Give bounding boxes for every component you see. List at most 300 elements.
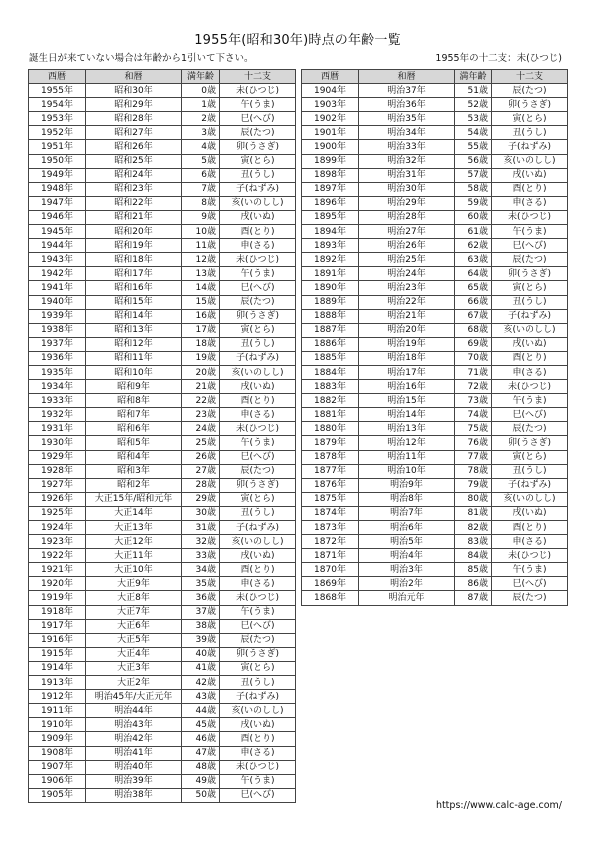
- table-row: [29, 84, 296, 98]
- table-row: [302, 126, 568, 140]
- zodiac-cell: 子(ねずみ): [220, 690, 296, 704]
- western-year-cell: 1929年: [29, 450, 86, 464]
- zodiac-cell: 辰(たつ): [492, 422, 568, 436]
- zodiac-cell: 午(うま): [220, 267, 296, 281]
- japanese-era-cell: 昭和2年: [86, 478, 182, 492]
- western-year-cell: 1904年: [302, 84, 359, 98]
- zodiac-cell: 子(ねずみ): [220, 351, 296, 365]
- zodiac-cell: 丑(うし): [492, 464, 568, 478]
- japanese-era-cell: 明治38年: [86, 788, 182, 802]
- zodiac-cell: 午(うま): [492, 563, 568, 577]
- zodiac-cell: 巳(へび): [492, 577, 568, 591]
- age-cell: 70歳: [455, 351, 492, 365]
- western-year-cell: 1941年: [29, 281, 86, 295]
- zodiac-cell: 寅(とら): [492, 281, 568, 295]
- zodiac-cell: 酉(とり): [220, 732, 296, 746]
- japanese-era-cell: 昭和9年: [86, 380, 182, 394]
- header-japanese-era: 和暦: [86, 70, 182, 84]
- zodiac-cell: 辰(たつ): [220, 126, 296, 140]
- western-year-cell: 1908年: [29, 746, 86, 760]
- age-table-left: [28, 69, 296, 803]
- table-row: [302, 478, 568, 492]
- western-year-cell: 1930年: [29, 436, 86, 450]
- zodiac-cell: 午(うま): [492, 394, 568, 408]
- western-year-cell: 1897年: [302, 182, 359, 196]
- western-year-cell: 1879年: [302, 436, 359, 450]
- japanese-era-cell: 大正12年: [86, 535, 182, 549]
- table-row: [29, 605, 296, 619]
- japanese-era-cell: 明治22年: [359, 295, 455, 309]
- age-cell: 23歳: [182, 408, 220, 422]
- japanese-era-cell: 昭和15年: [86, 295, 182, 309]
- age-cell: 42歳: [182, 676, 220, 690]
- table-row: [29, 521, 296, 535]
- zodiac-cell: 未(ひつじ): [220, 253, 296, 267]
- table-body-left: [29, 84, 296, 803]
- western-year-cell: 1954年: [29, 98, 86, 112]
- table-row: [29, 267, 296, 281]
- japanese-era-cell: 昭和13年: [86, 323, 182, 337]
- zodiac-cell: 丑(うし): [492, 295, 568, 309]
- western-year-cell: 1925年: [29, 506, 86, 520]
- zodiac-cell: 辰(たつ): [220, 464, 296, 478]
- western-year-cell: 1886年: [302, 337, 359, 351]
- site-url: https://www.calc-age.com/: [435, 800, 562, 811]
- japanese-era-cell: 明治元年: [359, 591, 455, 605]
- age-cell: 55歳: [455, 140, 492, 154]
- western-year-cell: 1891年: [302, 267, 359, 281]
- table-row: [302, 450, 568, 464]
- japanese-era-cell: 昭和10年: [86, 365, 182, 379]
- zodiac-cell: 卯(うさぎ): [492, 98, 568, 112]
- age-cell: 72歳: [455, 380, 492, 394]
- table-row: [29, 577, 296, 591]
- age-cell: 29歳: [182, 492, 220, 506]
- western-year-cell: 1914年: [29, 661, 86, 675]
- table-row: [29, 182, 296, 196]
- zodiac-cell: 酉(とり): [492, 182, 568, 196]
- table-row: [29, 239, 296, 253]
- zodiac-cell: 卯(うさぎ): [220, 309, 296, 323]
- age-cell: 22歳: [182, 394, 220, 408]
- japanese-era-cell: 大正3年: [86, 661, 182, 675]
- zodiac-cell: 卯(うさぎ): [220, 140, 296, 154]
- table-row: [302, 394, 568, 408]
- table-row: [29, 394, 296, 408]
- age-cell: 48歳: [182, 760, 220, 774]
- table-row: [29, 718, 296, 732]
- zodiac-cell: 寅(とら): [220, 661, 296, 675]
- zodiac-cell: 寅(とら): [492, 450, 568, 464]
- table-row: [302, 154, 568, 168]
- western-year-cell: 1873年: [302, 521, 359, 535]
- western-year-cell: 1883年: [302, 380, 359, 394]
- age-cell: 56歳: [455, 154, 492, 168]
- age-cell: 3歳: [182, 126, 220, 140]
- japanese-era-cell: 明治7年: [359, 506, 455, 520]
- age-cell: 64歳: [455, 267, 492, 281]
- header-zodiac: 十二支: [220, 70, 296, 84]
- age-cell: 30歳: [182, 506, 220, 520]
- table-row: [302, 295, 568, 309]
- zodiac-cell: 酉(とり): [220, 563, 296, 577]
- zodiac-cell: 酉(とり): [220, 225, 296, 239]
- age-cell: 18歳: [182, 337, 220, 351]
- zodiac-cell: 申(さる): [220, 577, 296, 591]
- western-year-cell: 1947年: [29, 196, 86, 210]
- zodiac-cell: 未(ひつじ): [220, 591, 296, 605]
- western-year-cell: 1938年: [29, 323, 86, 337]
- zodiac-cell: 午(うま): [220, 98, 296, 112]
- age-cell: 28歳: [182, 478, 220, 492]
- zodiac-cell: 戌(いぬ): [492, 506, 568, 520]
- zodiac-cell: 巳(へび): [492, 408, 568, 422]
- zodiac-cell: 戌(いぬ): [220, 549, 296, 563]
- western-year-cell: 1869年: [302, 577, 359, 591]
- table-row: [302, 168, 568, 182]
- age-cell: 78歳: [455, 464, 492, 478]
- age-cell: 47歳: [182, 746, 220, 760]
- japanese-era-cell: 昭和7年: [86, 408, 182, 422]
- table-row: [29, 506, 296, 520]
- japanese-era-cell: 明治15年: [359, 394, 455, 408]
- age-cell: 21歳: [182, 380, 220, 394]
- japanese-era-cell: 明治25年: [359, 253, 455, 267]
- western-year-cell: 1928年: [29, 464, 86, 478]
- japanese-era-cell: 大正11年: [86, 549, 182, 563]
- table-row: [302, 563, 568, 577]
- table-row: [29, 704, 296, 718]
- zodiac-cell: 未(ひつじ): [492, 380, 568, 394]
- age-cell: 34歳: [182, 563, 220, 577]
- western-year-cell: 1888年: [302, 309, 359, 323]
- japanese-era-cell: 明治29年: [359, 196, 455, 210]
- table-row: [29, 309, 296, 323]
- western-year-cell: 1876年: [302, 478, 359, 492]
- western-year-cell: 1939年: [29, 309, 86, 323]
- zodiac-cell: 卯(うさぎ): [492, 267, 568, 281]
- western-year-cell: 1900年: [302, 140, 359, 154]
- western-year-cell: 1918年: [29, 605, 86, 619]
- zodiac-cell: 卯(うさぎ): [220, 647, 296, 661]
- zodiac-cell: 未(ひつじ): [492, 210, 568, 224]
- zodiac-cell: 亥(いのしし): [492, 492, 568, 506]
- western-year-cell: 1874年: [302, 506, 359, 520]
- age-cell: 86歳: [455, 577, 492, 591]
- age-cell: 24歳: [182, 422, 220, 436]
- age-cell: 20歳: [182, 365, 220, 379]
- table-row: [302, 365, 568, 379]
- zodiac-cell: 寅(とら): [220, 323, 296, 337]
- western-year-cell: 1880年: [302, 422, 359, 436]
- japanese-era-cell: 明治28年: [359, 210, 455, 224]
- western-year-cell: 1892年: [302, 253, 359, 267]
- age-cell: 51歳: [455, 84, 492, 98]
- zodiac-cell: 亥(いのしし): [220, 704, 296, 718]
- age-cell: 61歳: [455, 225, 492, 239]
- age-cell: 1歳: [182, 98, 220, 112]
- age-cell: 49歳: [182, 774, 220, 788]
- zodiac-cell: 辰(たつ): [492, 253, 568, 267]
- table-row: [29, 98, 296, 112]
- table-row: [302, 267, 568, 281]
- table-row: [29, 196, 296, 210]
- zodiac-cell: 亥(いのしし): [220, 196, 296, 210]
- zodiac-cell: 子(ねずみ): [492, 140, 568, 154]
- age-cell: 7歳: [182, 182, 220, 196]
- western-year-cell: 1935年: [29, 365, 86, 379]
- age-cell: 2歳: [182, 112, 220, 126]
- age-cell: 54歳: [455, 126, 492, 140]
- western-year-cell: 1868年: [302, 591, 359, 605]
- age-cell: 16歳: [182, 309, 220, 323]
- western-year-cell: 1916年: [29, 633, 86, 647]
- age-cell: 44歳: [182, 704, 220, 718]
- table-row: [302, 98, 568, 112]
- age-cell: 63歳: [455, 253, 492, 267]
- japanese-era-cell: 昭和19年: [86, 239, 182, 253]
- japanese-era-cell: 明治35年: [359, 112, 455, 126]
- age-cell: 66歳: [455, 295, 492, 309]
- japanese-era-cell: 明治17年: [359, 365, 455, 379]
- header-age: 満年齢: [182, 70, 220, 84]
- age-cell: 52歳: [455, 98, 492, 112]
- western-year-cell: 1885年: [302, 351, 359, 365]
- table-header-row: [302, 70, 568, 84]
- table-row: [302, 521, 568, 535]
- age-cell: 50歳: [182, 788, 220, 802]
- age-cell: 40歳: [182, 647, 220, 661]
- age-cell: 43歳: [182, 690, 220, 704]
- table-row: [302, 84, 568, 98]
- zodiac-cell: 申(さる): [220, 408, 296, 422]
- western-year-cell: 1872年: [302, 535, 359, 549]
- table-row: [302, 140, 568, 154]
- age-cell: 36歳: [182, 591, 220, 605]
- japanese-era-cell: 明治42年: [86, 732, 182, 746]
- western-year-cell: 1942年: [29, 267, 86, 281]
- age-cell: 5歳: [182, 154, 220, 168]
- age-cell: 4歳: [182, 140, 220, 154]
- western-year-cell: 1921年: [29, 563, 86, 577]
- age-cell: 87歳: [455, 591, 492, 605]
- western-year-cell: 1936年: [29, 351, 86, 365]
- western-year-cell: 1898年: [302, 168, 359, 182]
- japanese-era-cell: 大正10年: [86, 563, 182, 577]
- table-row: [29, 253, 296, 267]
- western-year-cell: 1877年: [302, 464, 359, 478]
- table-row: [302, 591, 568, 605]
- age-cell: 0歳: [182, 84, 220, 98]
- western-year-cell: 1950年: [29, 154, 86, 168]
- western-year-cell: 1932年: [29, 408, 86, 422]
- birthday-note: 誕生日が来ていない場合は年齢から1引いて下さい。: [29, 53, 254, 64]
- age-cell: 84歳: [455, 549, 492, 563]
- table-row: [29, 760, 296, 774]
- zodiac-cell: 丑(うし): [220, 337, 296, 351]
- zodiac-of-year: 1955年の十二支：未(ひつじ): [435, 53, 562, 64]
- japanese-era-cell: 昭和23年: [86, 182, 182, 196]
- zodiac-cell: 申(さる): [492, 196, 568, 210]
- western-year-cell: 1927年: [29, 478, 86, 492]
- zodiac-cell: 戌(いぬ): [492, 168, 568, 182]
- zodiac-cell: 寅(とら): [492, 112, 568, 126]
- age-cell: 10歳: [182, 225, 220, 239]
- zodiac-cell: 亥(いのしし): [220, 365, 296, 379]
- table-row: [29, 591, 296, 605]
- western-year-cell: 1934年: [29, 380, 86, 394]
- japanese-era-cell: 明治21年: [359, 309, 455, 323]
- western-year-cell: 1952年: [29, 126, 86, 140]
- western-year-cell: 1923年: [29, 535, 86, 549]
- zodiac-cell: 子(ねずみ): [492, 309, 568, 323]
- table-row: [29, 690, 296, 704]
- western-year-cell: 1910年: [29, 718, 86, 732]
- western-year-cell: 1901年: [302, 126, 359, 140]
- japanese-era-cell: 大正6年: [86, 619, 182, 633]
- age-cell: 32歳: [182, 535, 220, 549]
- zodiac-cell: 未(ひつじ): [220, 422, 296, 436]
- zodiac-cell: 卯(うさぎ): [220, 478, 296, 492]
- japanese-era-cell: 明治18年: [359, 351, 455, 365]
- table-row: [29, 168, 296, 182]
- japanese-era-cell: 明治31年: [359, 168, 455, 182]
- japanese-era-cell: 昭和12年: [86, 337, 182, 351]
- age-cell: 11歳: [182, 239, 220, 253]
- japanese-era-cell: 昭和22年: [86, 196, 182, 210]
- japanese-era-cell: 明治45年/大正元年: [86, 690, 182, 704]
- age-cell: 27歳: [182, 464, 220, 478]
- age-cell: 81歳: [455, 506, 492, 520]
- japanese-era-cell: 明治5年: [359, 535, 455, 549]
- japanese-era-cell: 明治20年: [359, 323, 455, 337]
- japanese-era-cell: 明治41年: [86, 746, 182, 760]
- age-cell: 68歳: [455, 323, 492, 337]
- western-year-cell: 1893年: [302, 239, 359, 253]
- japanese-era-cell: 昭和21年: [86, 210, 182, 224]
- table-row: [29, 365, 296, 379]
- table-row: [302, 309, 568, 323]
- japanese-era-cell: 昭和3年: [86, 464, 182, 478]
- age-cell: 8歳: [182, 196, 220, 210]
- table-row: [302, 464, 568, 478]
- age-cell: 74歳: [455, 408, 492, 422]
- age-cell: 25歳: [182, 436, 220, 450]
- table-row: [29, 774, 296, 788]
- western-year-cell: 1878年: [302, 450, 359, 464]
- zodiac-cell: 丑(うし): [220, 506, 296, 520]
- zodiac-cell: 未(ひつじ): [220, 760, 296, 774]
- age-cell: 79歳: [455, 478, 492, 492]
- western-year-cell: 1943年: [29, 253, 86, 267]
- table-row: [29, 408, 296, 422]
- western-year-cell: 1881年: [302, 408, 359, 422]
- japanese-era-cell: 昭和29年: [86, 98, 182, 112]
- western-year-cell: 1926年: [29, 492, 86, 506]
- age-cell: 13歳: [182, 267, 220, 281]
- header-japanese-era: 和暦: [359, 70, 455, 84]
- japanese-era-cell: 明治6年: [359, 521, 455, 535]
- table-row: [29, 210, 296, 224]
- japanese-era-cell: 昭和4年: [86, 450, 182, 464]
- table-row: [302, 239, 568, 253]
- western-year-cell: 1903年: [302, 98, 359, 112]
- table-row: [29, 450, 296, 464]
- japanese-era-cell: 昭和16年: [86, 281, 182, 295]
- western-year-cell: 1951年: [29, 140, 86, 154]
- western-year-cell: 1948年: [29, 182, 86, 196]
- table-row: [302, 253, 568, 267]
- western-year-cell: 1870年: [302, 563, 359, 577]
- table-row: [302, 380, 568, 394]
- age-cell: 41歳: [182, 661, 220, 675]
- japanese-era-cell: 明治26年: [359, 239, 455, 253]
- japanese-era-cell: 大正7年: [86, 605, 182, 619]
- age-cell: 82歳: [455, 521, 492, 535]
- japanese-era-cell: 昭和28年: [86, 112, 182, 126]
- japanese-era-cell: 明治9年: [359, 478, 455, 492]
- japanese-era-cell: 昭和26年: [86, 140, 182, 154]
- table-row: [29, 661, 296, 675]
- japanese-era-cell: 明治32年: [359, 154, 455, 168]
- table-row: [302, 182, 568, 196]
- japanese-era-cell: 昭和18年: [86, 253, 182, 267]
- zodiac-cell: 申(さる): [220, 746, 296, 760]
- zodiac-cell: 亥(いのしし): [492, 154, 568, 168]
- japanese-era-cell: 明治11年: [359, 450, 455, 464]
- age-cell: 83歳: [455, 535, 492, 549]
- western-year-cell: 1937年: [29, 337, 86, 351]
- western-year-cell: 1949年: [29, 168, 86, 182]
- japanese-era-cell: 明治4年: [359, 549, 455, 563]
- age-cell: 6歳: [182, 168, 220, 182]
- western-year-cell: 1909年: [29, 732, 86, 746]
- age-cell: 76歳: [455, 436, 492, 450]
- japanese-era-cell: 昭和24年: [86, 168, 182, 182]
- table-row: [29, 351, 296, 365]
- zodiac-cell: 未(ひつじ): [220, 84, 296, 98]
- japanese-era-cell: 明治27年: [359, 225, 455, 239]
- japanese-era-cell: 明治40年: [86, 760, 182, 774]
- age-cell: 77歳: [455, 450, 492, 464]
- western-year-cell: 1933年: [29, 394, 86, 408]
- western-year-cell: 1920年: [29, 577, 86, 591]
- western-year-cell: 1906年: [29, 774, 86, 788]
- age-cell: 15歳: [182, 295, 220, 309]
- zodiac-cell: 申(さる): [220, 239, 296, 253]
- table-row: [29, 492, 296, 506]
- japanese-era-cell: 昭和6年: [86, 422, 182, 436]
- age-cell: 53歳: [455, 112, 492, 126]
- japanese-era-cell: 大正5年: [86, 633, 182, 647]
- zodiac-cell: 辰(たつ): [220, 633, 296, 647]
- age-cell: 35歳: [182, 577, 220, 591]
- western-year-cell: 1917年: [29, 619, 86, 633]
- japanese-era-cell: 明治16年: [359, 380, 455, 394]
- zodiac-cell: 亥(いのしし): [492, 323, 568, 337]
- table-row: [302, 337, 568, 351]
- zodiac-cell: 辰(たつ): [492, 84, 568, 98]
- age-cell: 67歳: [455, 309, 492, 323]
- zodiac-cell: 戌(いぬ): [220, 210, 296, 224]
- table-row: [29, 746, 296, 760]
- age-cell: 14歳: [182, 281, 220, 295]
- table-row: [29, 549, 296, 563]
- western-year-cell: 1946年: [29, 210, 86, 224]
- header-western-year: 西暦: [29, 70, 86, 84]
- age-cell: 85歳: [455, 563, 492, 577]
- zodiac-cell: 辰(たつ): [220, 295, 296, 309]
